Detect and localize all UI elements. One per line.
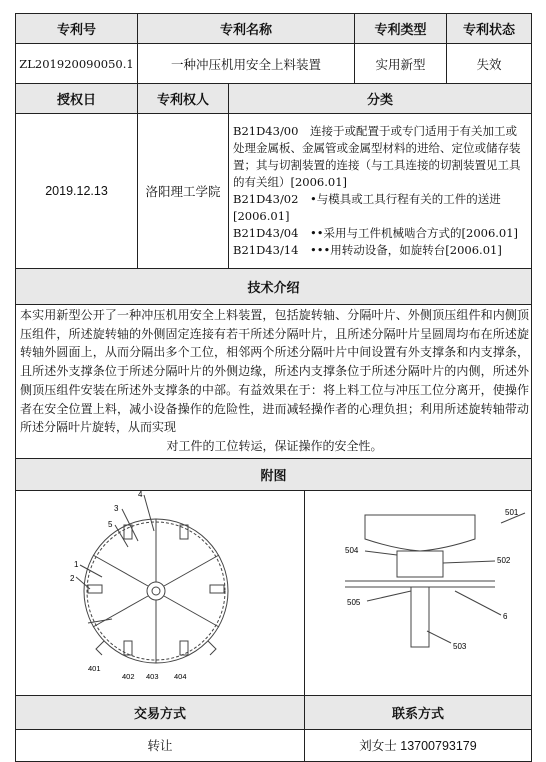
shaft: [147, 582, 165, 600]
part-label: 501: [505, 507, 519, 517]
classification-header: 分类: [229, 84, 532, 114]
part-label: 2: [70, 573, 75, 583]
leader-line: [76, 577, 90, 589]
part-label: 505: [347, 597, 361, 607]
patent-type: 实用新型: [355, 44, 447, 84]
trade-method: 转让: [16, 729, 305, 761]
part-label: 1: [74, 559, 79, 569]
part-label: 5: [108, 519, 113, 529]
trade-method-header: 交易方式: [16, 695, 305, 729]
leader-line: [427, 631, 451, 643]
bracket: [208, 641, 216, 655]
blade: [164, 555, 219, 586]
grant-date: 2019.12.13: [16, 114, 138, 269]
press-block: [88, 585, 102, 593]
contact-header: 联系方式: [305, 695, 532, 729]
blade: [164, 596, 219, 627]
tech-intro-header: 技术介绍: [16, 269, 532, 305]
tech-intro-text: 本实用新型公开了一种冲压机用安全上料装置，包括旋转轴、分隔叶片、外侧顶压组件和内侧顶压组件，所述旋转轴的外侧固定连接有若干所述分隔叶片，且所述分隔叶片呈圆周均布在所述旋转轴外圆面上，从而分隔出多个工位，相邻两个所述分隔叶片中间设置有外支撑条和内支撑条，且所述外支撑条位于所述分隔叶片的外侧边缘，所述内支撑条位于所述分隔叶片的内侧，所述外侧顶压组件安装在所述外支撑条的中部。有益效果在于：将上料工位与冲压工位分离开，使操作者在安全位置上料，减小设备操作的危险性，进而减轻操作者的心理负担；利用所述旋转轴带动所述分隔叶片旋转，从而实现: [20, 308, 529, 435]
press-block: [210, 585, 224, 593]
patent-number: ZL201920090050.1: [16, 44, 138, 84]
part-label: 403: [146, 671, 159, 681]
grant-date-header: 授权日: [16, 84, 138, 114]
patent-type-header: 专利类型: [355, 14, 447, 44]
figure-left-cell: [16, 490, 305, 695]
patent-name-header: 专利名称: [138, 14, 355, 44]
leader-line: [144, 495, 154, 531]
patent-table: [15, 13, 532, 762]
upper-die: [365, 515, 475, 551]
classification-item: B21D43/04 ••采用与工件机械啮合方式的[2006.01]: [233, 226, 519, 240]
patentee-header: 专利权人: [138, 84, 229, 114]
figures-header: 附图: [16, 458, 532, 490]
leader-line: [455, 591, 501, 615]
press-detail-drawing: [305, 491, 530, 691]
blade: [93, 555, 148, 586]
part-label: 401: [88, 663, 101, 673]
patentee: 洛阳理工学院: [138, 114, 229, 269]
part-label: 6: [503, 611, 508, 621]
blade: [93, 596, 148, 627]
patent-no-header: 专利号: [16, 14, 138, 44]
shaft-core: [152, 587, 160, 595]
leader-line: [367, 591, 411, 601]
patent-name: 一种冲压机用安全上料装置: [138, 44, 355, 84]
contact-info: 刘女士 13700793179: [305, 729, 532, 761]
classification-item: B21D43/14 •••用转动设备，如旋转台[2006.01]: [233, 243, 502, 257]
part-label: 404: [174, 671, 187, 681]
classification-item: B21D43/02 •与模具或工具行程有关的工件的送进[2006.01]: [233, 192, 501, 223]
part-label: 402: [122, 671, 135, 681]
patent-sheet: [15, 13, 531, 762]
part-label: 3: [114, 503, 119, 513]
rotary-feeder-drawing: [16, 491, 305, 691]
support-column: [411, 587, 429, 647]
press-plate: [397, 551, 443, 577]
figure-right-cell: [305, 490, 532, 695]
leader-line: [88, 619, 112, 623]
patent-status-header: 专利状态: [447, 14, 532, 44]
part-label: 503: [453, 641, 467, 651]
part-label: 502: [497, 555, 511, 565]
leader-line: [365, 551, 397, 555]
bracket: [96, 641, 104, 655]
tech-intro-body: [16, 305, 532, 459]
leader-line: [443, 561, 495, 563]
patent-status: 失效: [447, 44, 532, 84]
classification-list: [229, 114, 532, 269]
part-label: 504: [345, 545, 359, 555]
part-label: 4: [138, 490, 143, 499]
classification-item: B21D43/00 连接于或配置于或专门适用于有关加工或处理金属板、金属管或金属型材料的进给、定位或储存装置；其与切割装置的连接（与工具连接的切割装置见工具的有关组）[2006.01]: [233, 124, 521, 189]
tech-intro-text-end: 对工件的工位转运，保证操作的安全性。: [166, 438, 383, 453]
